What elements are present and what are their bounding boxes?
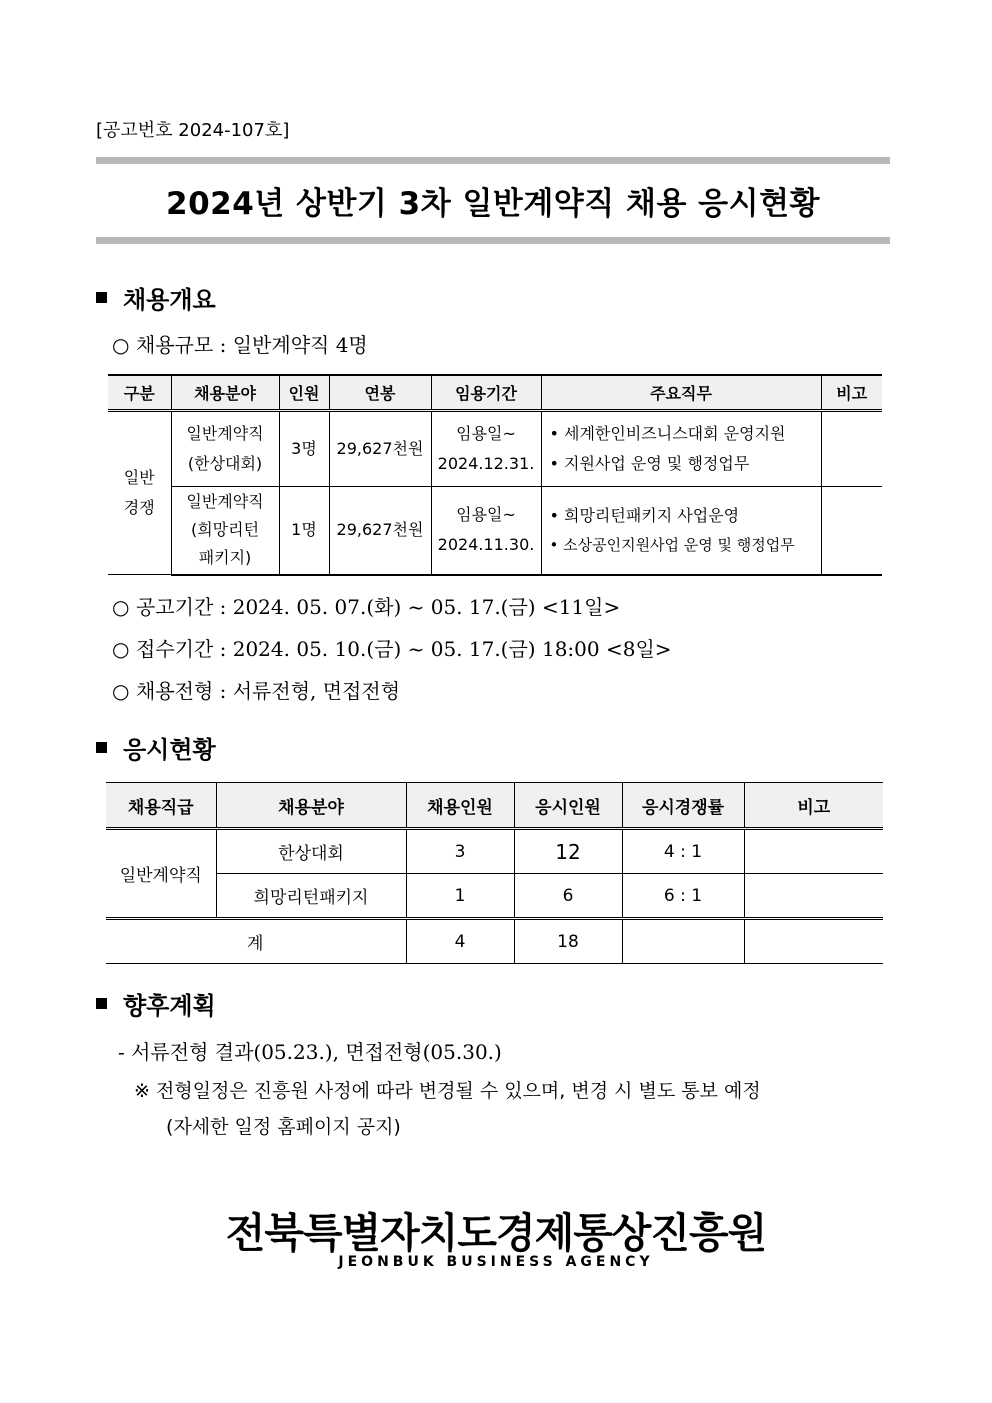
field-cell: 희망리턴패키지 (216, 874, 406, 919)
category-cell: 일반 경쟁 (108, 411, 171, 575)
duties-cell: • 희망리턴패키지 사업운영 • 소상공인지원사업 운영 및 행정업무 (541, 487, 821, 575)
hires-cell: 1 (406, 874, 514, 919)
table-row (106, 829, 883, 874)
circle-bullet-icon: ○ (112, 679, 130, 703)
header-period: 임용기간 (431, 375, 541, 411)
header-field: 채용분야 (216, 783, 406, 829)
table-row (106, 874, 883, 919)
receipt-period: ○ 접수기간 : 2024. 05. 10.(금) ~ 05. 17.(금) 18:00 <8일> (112, 637, 672, 661)
field-cell: 한상대회 (216, 829, 406, 874)
header-count: 인원 (279, 375, 329, 411)
total-label: 계 (106, 919, 406, 964)
header-note: 비고 (744, 783, 883, 829)
note-cell (744, 874, 883, 919)
plan-note-detail: (자세한 일정 홈페이지 공지) (166, 1116, 401, 1138)
recruit-scale: ○ 채용규모 : 일반계약직 4명 (112, 333, 368, 357)
circle-bullet-icon: ○ (112, 595, 130, 619)
agency-logo-korean: 전북특별자치도경제통상진흥원 (225, 1209, 767, 1257)
table-row (108, 411, 882, 487)
total-ratio (622, 919, 744, 964)
page-title: 2024년 상반기 3차 일반계약직 채용 응시현황 (166, 186, 820, 222)
circle-bullet-icon: ○ (112, 333, 130, 357)
header-note: 비고 (821, 375, 882, 411)
square-bullet-icon (96, 998, 107, 1009)
section-overview-heading: 채용개요 (96, 280, 216, 315)
total-note (744, 919, 883, 964)
header-duties: 주요직무 (541, 375, 821, 411)
grade-cell: 일반계약직 (106, 829, 216, 919)
section-status-heading: 응시현황 (96, 730, 216, 765)
total-hires: 4 (406, 919, 514, 964)
note-cell (821, 411, 882, 487)
section-plan-heading: 향후계획 (96, 986, 216, 1021)
notice-period: ○ 공고기간 : 2024. 05. 07.(화) ~ 05. 17.(금) <11일> (112, 595, 621, 619)
count-cell: 3명 (279, 411, 329, 487)
header-salary: 연봉 (329, 375, 431, 411)
notice-number: [공고번호 2024-107호] (96, 120, 290, 141)
status-table (106, 782, 883, 964)
overview-table (108, 374, 882, 576)
duties-cell: • 세계한인비즈니스대회 운영지원 • 지원사업 운영 및 행정업무 (541, 411, 821, 487)
note-cell (821, 487, 882, 575)
total-row (106, 919, 883, 964)
period-cell: 임용일~ 2024.12.31. (431, 411, 541, 487)
field-cell: 일반계약직 (희망리턴 패키지) (171, 487, 279, 575)
header-field: 채용분야 (171, 375, 279, 411)
note-cell (744, 829, 883, 874)
square-bullet-icon (96, 742, 107, 753)
header-hires: 채용인원 (406, 783, 514, 829)
plan-line: - 서류전형 결과(05.23.), 면접전형(05.30.) (118, 1040, 502, 1064)
applicants-cell: 12 (514, 829, 622, 874)
header-category: 구분 (108, 375, 171, 411)
circle-bullet-icon: ○ (112, 637, 130, 661)
header-applicants: 응시인원 (514, 783, 622, 829)
ratio-cell: 4 : 1 (622, 829, 744, 874)
title-bar (96, 157, 890, 244)
salary-cell: 29,627천원 (329, 487, 431, 575)
plan-note: ※ 전형일정은 진흥원 사정에 따라 변경될 수 있으며, 변경 시 별도 통보 예정 (134, 1080, 761, 1102)
recruit-process: ○ 채용전형 : 서류전형, 면접전형 (112, 679, 401, 703)
applicants-cell: 6 (514, 874, 622, 919)
header-ratio: 응시경쟁률 (622, 783, 744, 829)
header-grade: 채용직급 (106, 783, 216, 829)
salary-cell: 29,627천원 (329, 411, 431, 487)
total-applicants: 18 (514, 919, 622, 964)
agency-logo-english: JEONBUK BUSINESS AGENCY (338, 1254, 654, 1270)
square-bullet-icon (96, 292, 107, 303)
count-cell: 1명 (279, 487, 329, 575)
ratio-cell: 6 : 1 (622, 874, 744, 919)
period-cell: 임용일~ 2024.11.30. (431, 487, 541, 575)
hires-cell: 3 (406, 829, 514, 874)
table-row (108, 487, 882, 575)
field-cell: 일반계약직 (한상대회) (171, 411, 279, 487)
